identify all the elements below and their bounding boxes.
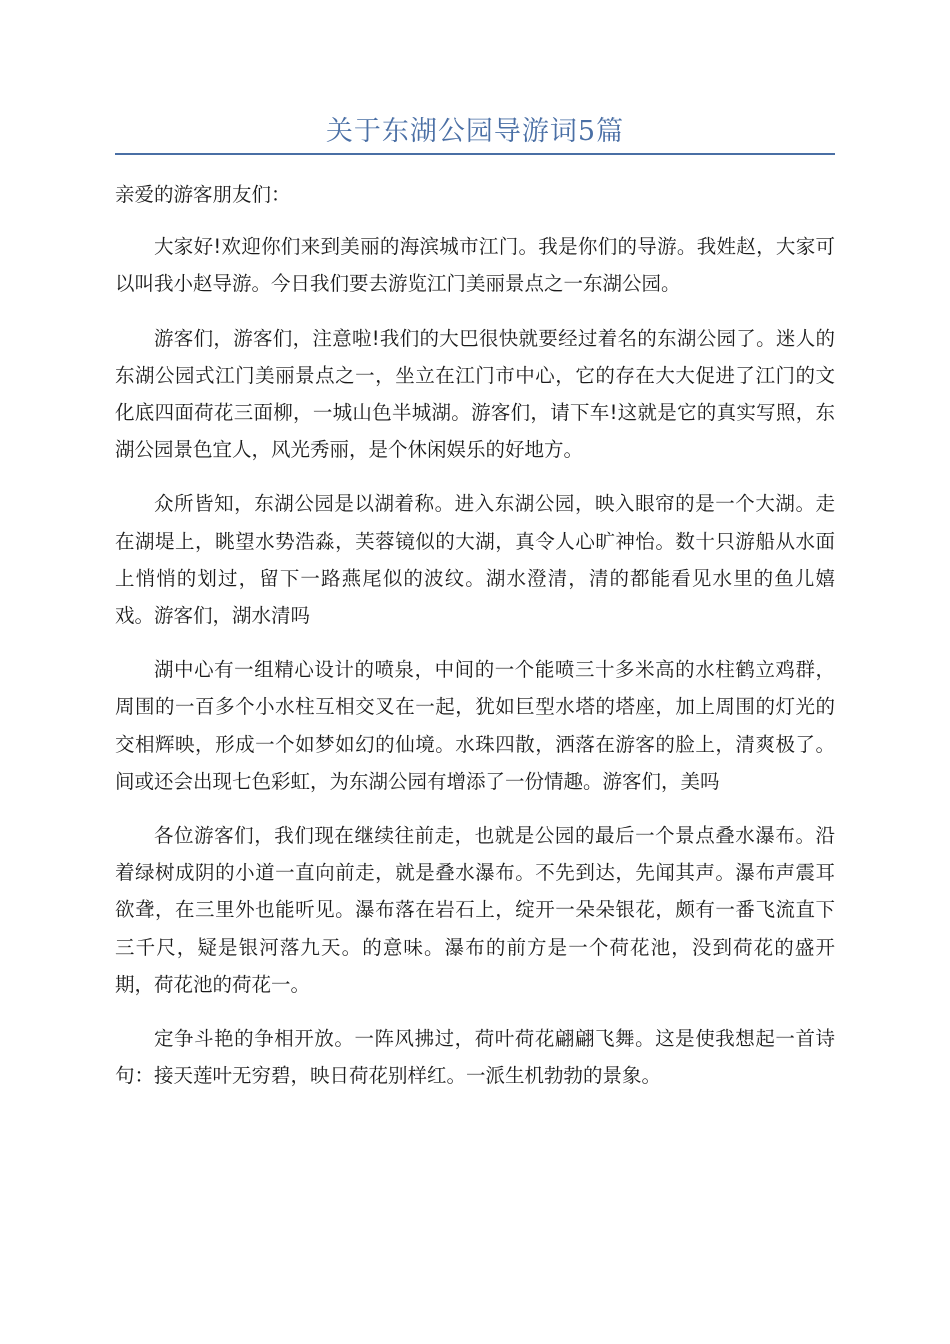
title-underline bbox=[115, 153, 835, 155]
paragraph: 湖中心有一组精心设计的喷泉，中间的一个能喷三十多米高的水柱鹤立鸡群，周围的一百多个小水柱互相交叉在一起，犹如巨型水塔的塔座，加上周围的灯光的交相辉映，形成一个如梦如幻的仙境。水珠四散，洒落在游客的脸上，清爽极了。间或还会出现七色彩虹，为东湖公园有增添了一份情趣。游客们，美吗 bbox=[115, 658, 835, 793]
page-title: 关于东湖公园导游词5篇 bbox=[325, 116, 625, 147]
paragraph: 各位游客们，我们现在继续往前走，也就是公园的最后一个景点叠水瀑布。沿着绿树成阴的小道一直向前走，就是叠水瀑布。不先到达，先闻其声。瀑布声震耳欲聋，在三里外也能听见。瀑布落在岩石上，绽开一朵朵银花，颇有一番飞流直下三千尺，疑是银河落九天。的意味。瀑布的前方是一个荷花池，没到荷花的盛开期，荷花池的荷花一。 bbox=[115, 824, 835, 996]
paragraph: 众所皆知，东湖公园是以湖着称。进入东湖公园，映入眼帘的是一个大湖。走在湖堤上，眺望水势浩淼，芙蓉镜似的大湖，真令人心旷神怡。数十只游船从水面上悄悄的划过，留下一路燕尾似的波纹。湖水澄清，清的都能看见水里的鱼儿嬉戏。游客们，湖水清吗 bbox=[115, 492, 835, 628]
paragraph: 大家好!欢迎你们来到美丽的海滨城市江门。我是你们的导游。我姓赵，大家可以叫我小赵导游。今日我们要去游览江门美丽景点之一东湖公园。 bbox=[115, 235, 835, 296]
paragraph: 游客们，游客们，注意啦!我们的大巴很快就要经过着名的东湖公园了。迷人的东湖公园式江门美丽景点之一，坐立在江门市中心，它的存在大大促进了江门的文化底四面荷花三面柳，一城山色半城湖。游客们，请下车!这就是它的真实写照，东湖公园景色宜人，风光秀丽，是个休闲娱乐的好地方。 bbox=[115, 326, 835, 462]
greeting: 亲爱的游客朋友们： bbox=[115, 183, 291, 206]
paragraph: 定争斗艳的争相开放。一阵风拂过，荷叶荷花翩翩飞舞。这是使我想起一首诗句：接天莲叶无穷碧，映日荷花别样红。一派生机勃勃的景象。 bbox=[115, 1027, 835, 1088]
document-body bbox=[115, 176, 835, 1111]
